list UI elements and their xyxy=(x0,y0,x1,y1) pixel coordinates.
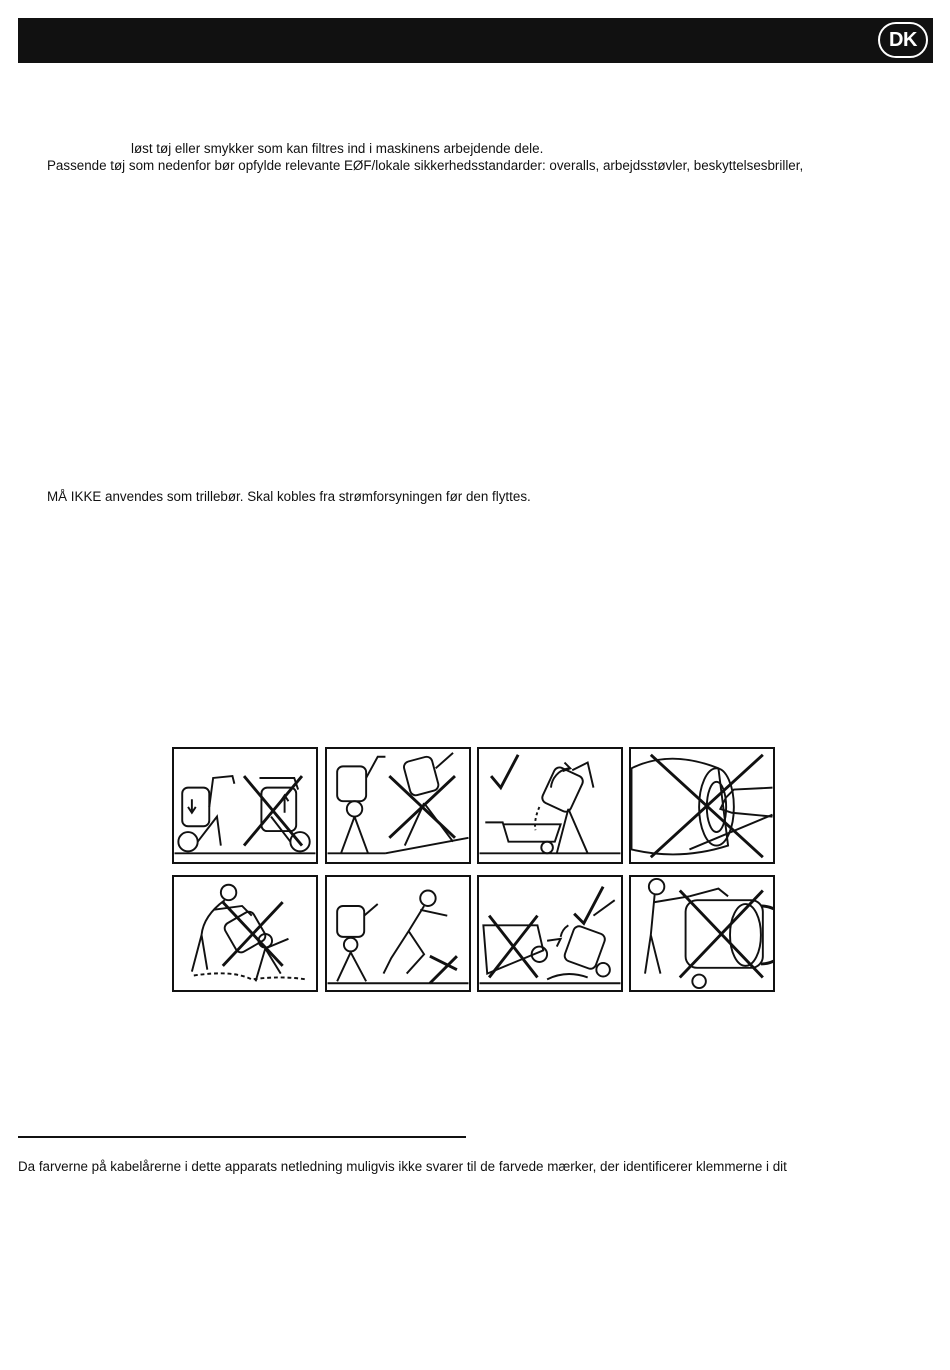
illustration-person-slipping-near-mixer xyxy=(325,875,471,992)
paragraph-loose-clothing: løst tøj eller smykker som kan filtres ind i maskinens arbejdende dele. xyxy=(131,141,544,156)
illustration-mixer-on-uneven-stand xyxy=(325,747,471,864)
header-bar xyxy=(18,18,933,63)
illustration-moving-running-mixer xyxy=(629,875,775,992)
illustration-mixer-tilt-wrong-direction xyxy=(172,747,318,864)
illustration-tip-into-wheelbarrow[interactable] xyxy=(477,747,623,864)
illustration-hand-inside-drum xyxy=(629,747,775,864)
paragraph-protective-clothing: Passende tøj som nedenfor bør opfylde relevante EØF/lokale sikkerhedsstandarder: overalls, arbejdsstøvler, beskyttelsesbriller, xyxy=(47,158,804,173)
paragraph-cable-colors: Da farverne på kabelårerne i dette apparats netledning muligvis ikke svarer til de farvede mærker, der identificerer klemmerne i dit xyxy=(18,1159,787,1174)
paragraph-not-wheelbarrow: MÅ IKKE anvendes som trillebør. Skal kobles fra strømforsyningen før den flyttes. xyxy=(47,489,531,504)
illustration-pushing-mixer-while-running xyxy=(172,875,318,992)
illustration-discharge-onto-ground[interactable] xyxy=(477,875,623,992)
section-divider xyxy=(18,1136,466,1138)
language-badge: DK xyxy=(878,22,928,58)
